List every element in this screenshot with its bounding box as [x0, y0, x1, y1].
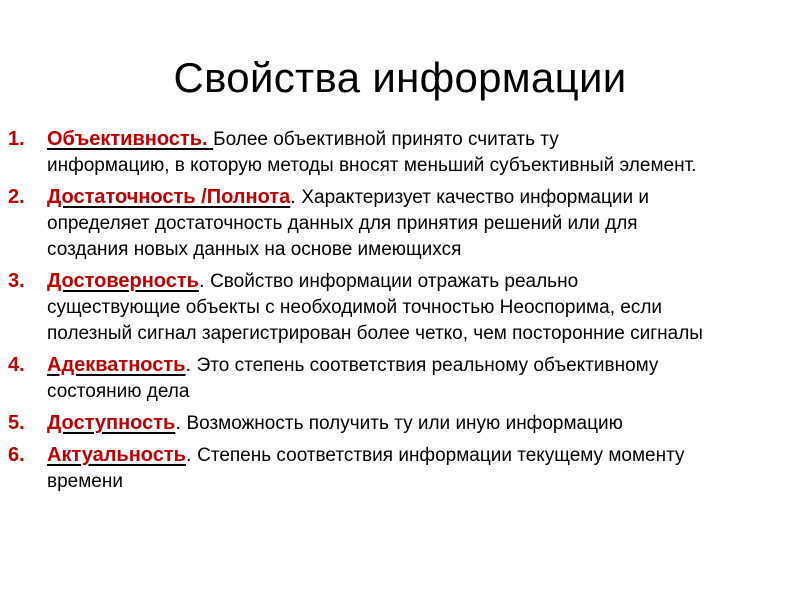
item-separator: .: [185, 354, 197, 376]
item-description-line: Характеризует качество информации и: [301, 187, 649, 208]
item-separator: .: [185, 444, 198, 466]
item-term: Объективность.: [47, 128, 214, 150]
item-description-line: времени: [47, 471, 123, 492]
list-item: [8, 442, 798, 495]
slide-title: Свойства информации: [173, 54, 627, 101]
item-description-line: состоянию дела: [47, 381, 190, 402]
item-description-line: Степень соответствия информации текущему моменту: [197, 445, 685, 466]
item-description-line: Свойство информации отражать реально: [210, 271, 579, 292]
list-item: [8, 410, 798, 437]
item-number: 5.: [8, 412, 25, 434]
properties-list: [8, 126, 798, 500]
item-number: 3.: [8, 270, 25, 292]
item-description-line: Это степень соответствия реальному объективному: [196, 355, 659, 376]
item-term: Адекватность: [47, 354, 186, 376]
item-term: Достоверность: [47, 270, 199, 292]
item-term: Актуальность: [47, 444, 186, 466]
item-number: 1.: [8, 128, 25, 150]
item-description-line: существующие объекты с необходимой точностью Неоспорима, если: [47, 297, 663, 318]
item-separator: .: [290, 186, 302, 208]
item-separator: .: [175, 412, 187, 434]
list-item: [8, 126, 798, 179]
item-term: Достаточность /Полнота: [47, 186, 291, 208]
list-item: [8, 268, 798, 347]
item-number: 2.: [8, 186, 25, 208]
item-description-line: Более объективной принято считать ту: [213, 129, 559, 150]
item-description-line: полезный сигнал зарегистрирован более четко, чем посторонние сигналы: [47, 323, 703, 344]
item-description-line: информацию, в которую методы вносят меньший субъективный элемент.: [47, 155, 697, 176]
list-item: [8, 352, 798, 405]
item-number: 6.: [8, 444, 25, 466]
item-description-line: Возможность получить ту или иную информацию: [186, 413, 623, 434]
item-term: Доступность: [47, 412, 176, 434]
item-separator: .: [198, 270, 211, 292]
item-number: 4.: [8, 354, 25, 376]
list-item: [8, 184, 798, 263]
item-description-line: определяет достаточность данных для принятия решений или для: [47, 213, 638, 234]
item-description-line: создания новых данных на основе имеющихся: [47, 239, 462, 260]
